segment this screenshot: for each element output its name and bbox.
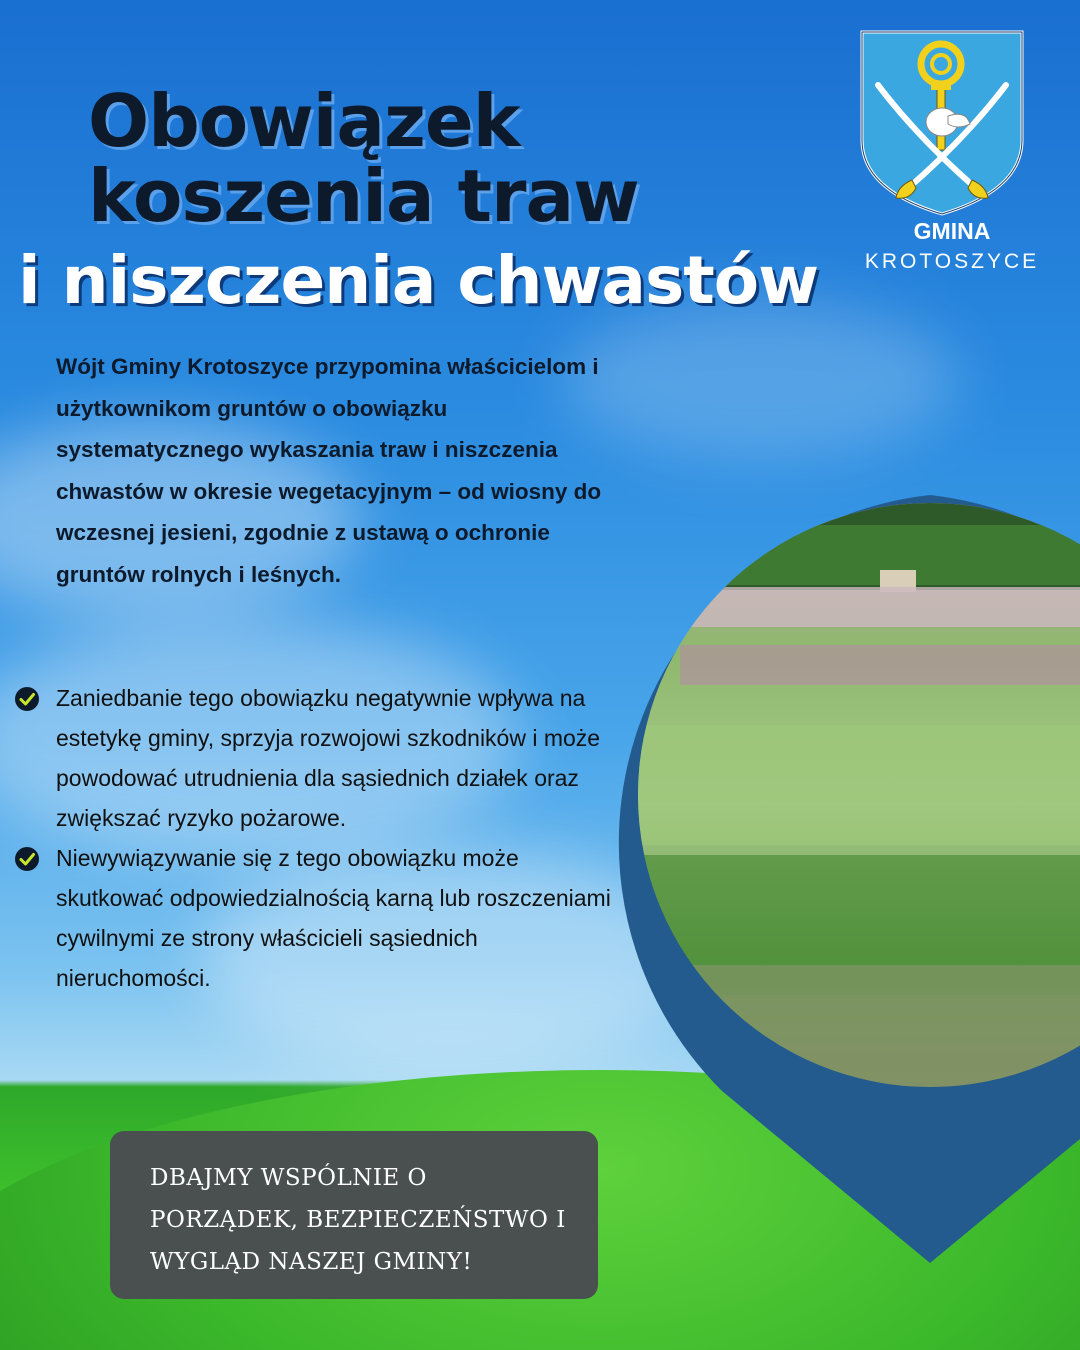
check-icon	[14, 686, 40, 712]
bullet-text: Niewywiązywanie się z tego obowiązku może skutkować odpowiedzialnością karną lub roszczeniami cywilnymi ze strony właścicieli sąsiednich nieruchomości.	[56, 845, 611, 991]
list-item	[14, 678, 624, 838]
footer-text: DBAJMY WSPÓLNIE O PORZĄDEK, BEZPIECZEŃSTWO I WYGLĄD NASZEJ GMINY!	[150, 1165, 566, 1275]
check-icon	[14, 846, 40, 872]
title-line-1: Obowiązek	[88, 79, 520, 163]
title-line-3: i niszczenia chwastów	[18, 242, 819, 319]
logo-gmina: GMINA	[913, 218, 991, 244]
cloud	[560, 300, 960, 460]
bullet-text: Zaniedbanie tego obowiązku negatywnie wpływa na estetykę gminy, sprzyja rozwojowi szkodników i może powodować utrudnienia dla sąsiednich działek oraz zwiększać ryzyko pożarowe.	[56, 685, 601, 831]
title-line-2: koszenia traw	[88, 154, 639, 238]
logo-krotoszyce: KROTOSZYCE	[864, 250, 1040, 273]
intro-paragraph: Wójt Gminy Krotoszyce przypomina właścicielom i użytkownikom gruntów o obowiązku systematycznego wykaszania traw i niszczenia chwastów w okresie wegetacyjnym – od wiosny do wczesnej jesieni, zgodnie z ustawą o ochronie gruntów rolnych i leśnych.	[56, 354, 602, 587]
location-pin-photo	[580, 495, 1080, 1265]
bullet-list	[14, 678, 624, 998]
list-item	[14, 838, 624, 998]
coat-of-arms-icon	[860, 30, 1024, 216]
footer-box	[110, 1131, 598, 1299]
